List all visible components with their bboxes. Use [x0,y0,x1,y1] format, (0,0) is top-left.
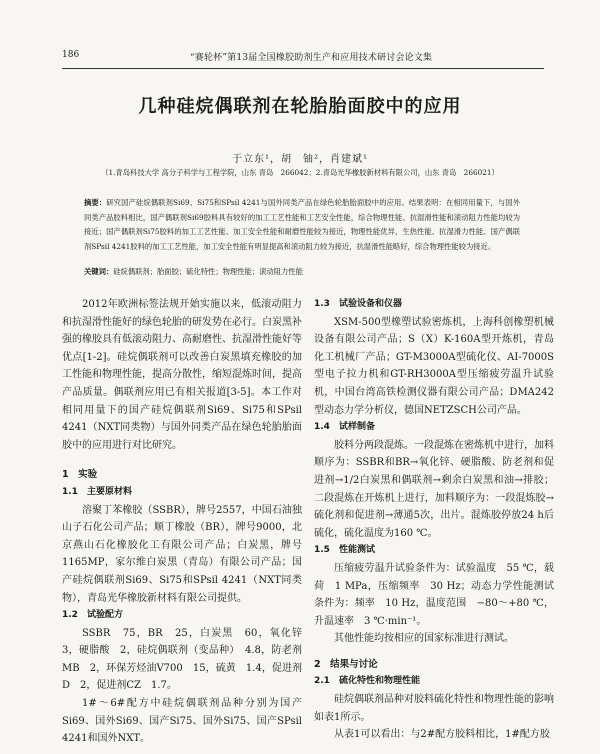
page-header [62,50,544,64]
equipment-paragraph: XSM-500型橡塑试验密炼机，上海科创橡塑机械设备有限公司产品；S（X）K-160A型开炼机，青岛化工机械厂产品；GT-M3000A型硫化仪、AI-7000S型电子拉力机和GT-RH3000A型压缩疲劳温升试验机，中国台湾高铁检测仪器有限公司产品；DMA242型动态力学分析仪，德国NETZSCH公司产品。 [314,316,554,416]
results-paragraph-2: 从表1可以看出：与2#配方胶料相比，1#配方胶 [334,729,550,741]
header-rule [62,68,544,69]
formula-paragraph: SSBR 75，BR 25，白炭黑 60，氧化锌 3，硬脂酸 2，硅烷偶联剂（变品种） 4.8，防老剂MB 2，环保芳烃油V700 15，硫黄 1.4，促进剂D 2，促进剂CZ 1.7。 [62,627,312,692]
running-title: “赛轮杯”第13届全国橡胶助剂生产和应用技术研讨会论文集 [190,53,433,63]
paper-title: 几种硅烷偶联剂在轮胎胎面胶中的应用 [138,96,462,117]
subsection-heading-preparation: 1.4 试样制备 [314,422,375,433]
subsection-heading-materials: 1.1 主要原材料 [62,486,132,497]
subsection-heading-equipment: 1.3 试验设备和仪器 [314,299,402,309]
section-heading-experiment: 1 实验 [62,469,98,481]
preparation-paragraph: 胶料分两段混炼。一段混炼在密炼机中进行，加料顺序为：SSBR和BR→氧化锌、硬脂酸、防老剂和促进剂→1/2白炭黑和偶联剂→剩余白炭黑和油→排胶；二段混炼在开炼机上进行，加料顺序为：一段混炼胶→硫化剂和促进剂→薄通5次，出片。混炼胶停放24 h后硫化，硫化温度为160 ℃。 [314,439,554,539]
test-conditions-paragraph: 压缩疲劳温升试验条件为：试验温度 55 ℃，载荷 1 MPa，压缩频率 30 Hz；动态力学性能测试条件为：频率 10 Hz，温度范围 −80～+80 ℃，升温速率 3 ℃·min⁻¹。 [314,562,554,627]
abstract-text: 研究国产硅烷偶联剂Si69、Si75和SPsil 4241与国外同类产品在绿色轮胎胎面胶中的应用。结果表明：在相同用量下，与国外同类产品胶料相比，国产偶联剂Si69胶料具有较好的加工工艺性能和工艺安全性能，综合物理性能、抗湿滑性能和滚动阻力性能均较为接近；国产偶联剂Si75胶料的加工工艺性能、加工安全性能和耐磨性能较为接近，物理性能优异，生热性能、抗湿滑力性能、国产偶联剂SPsil 4241胶料的加工工艺性能，加工安全性能有明显提高和滚动阻力较为接近，抗湿滑性能略好，综合物理性能较为接近。 [84,198,520,252]
test-standard-paragraph: 其他性能均按相应的国家标准进行测试。 [334,633,514,645]
abstract-label: 摘要： [84,198,107,207]
subsection-heading-cure: 2.1 硫化特性和物理性能 [314,676,420,687]
intro-paragraph: 2012年欧洲标签法规开始实施以来，低滚动阻力和抗湿滑性能好的绿色轮胎的研发势在必行。白炭黑补强的橡胶具有低滚动阻力、高耐磨性、抗湿滑性能好等优点[1-2]。硅烷偶联剂可以改善白炭黑填充橡胶的加工性能和物理性能，提高分散性，缩短混炼时间，提高产品质量。偶联剂应用已有相关报道[3-5]。本工作对相同用量下的国产硅烷偶联剂Si69、Si75和SPsil 4241（NXT同类物）与国外同类产品在绿色轮胎胎面胶中的应用进行对比研究。 [62,299,302,451]
left-column [62,296,312,748]
keywords-label: 关键词： [84,267,114,276]
page-number: 186 [62,50,80,60]
abstract [84,196,520,255]
subsection-heading-formula: 1.2 试验配方 [62,610,123,621]
keywords-text: 硅烷偶联剂；胎面胶；硫化特性；物理性能；滚动阻力性能 [113,267,303,276]
subsection-heading-testing: 1.5 性能测试 [314,545,375,556]
author-list: 于立东¹，胡 铀²，肖建斌¹ [231,154,369,165]
results-paragraph-1: 硅烷偶联剂品种对胶料硫化特性和物理性能的影响如表1所示。 [314,694,554,723]
section-heading-results: 2 结果与讨论 [314,658,378,670]
affiliation: （1.青岛科技大学 高分子科学与工程学院，山东 青岛 266042；2.青岛光华橡胶新材料有限公司，山东 青岛 266021） [101,168,499,177]
right-column [314,296,554,744]
formula-note-paragraph: 1#～6#配方中硅烷偶联剂品种分别为国产Si69、国外Si69、国产Si75、国外Si75、国产SPsil 4241和国外NXT。 [62,698,302,745]
keywords [84,267,520,277]
materials-paragraph: 溶聚丁苯橡胶（SSBR），牌号2557，中国石油独山子石化公司产品；顺丁橡胶（BR），牌号9000，北京燕山石化橡胶化工有限公司产品；白炭黑，牌号1165MP，家尔维白炭黑（青岛）有限公司产品；国产硅烷偶联剂Si69、Si75和SPsil 4241（NXT同类物），青岛光华橡胶新材料有限公司提供。 [62,504,302,604]
